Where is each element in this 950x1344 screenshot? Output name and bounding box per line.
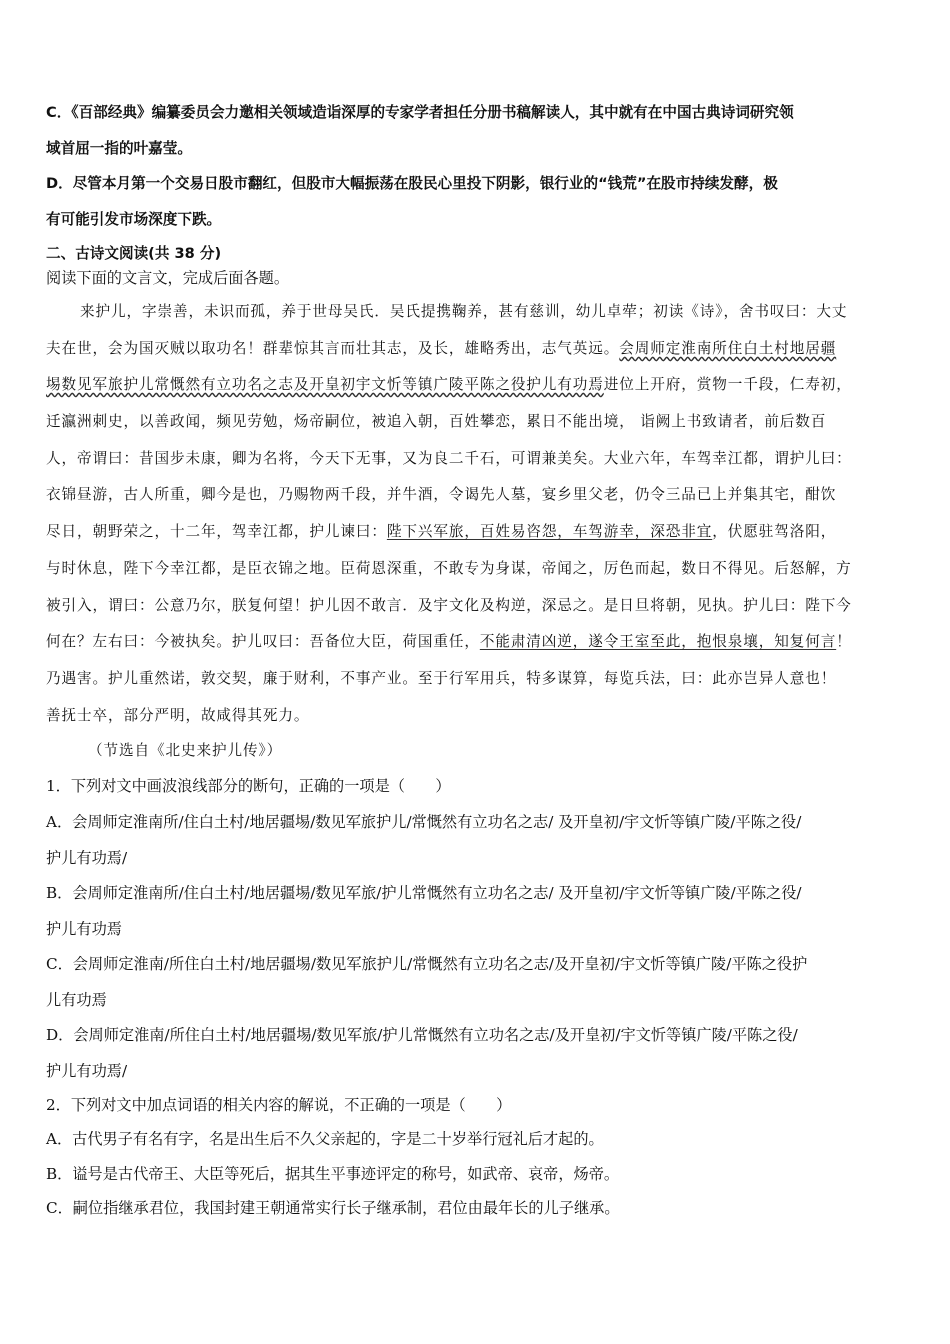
passage-line-12: 善抚士卒，部分严明，故咸得其死力。: [46, 707, 310, 724]
passage-line-11: 乃遇害。护儿重然诺，敦交契，廉于财利，不事产业。至于行军用兵，特多谋算，每览兵法，曰：此亦岂异人意也！: [46, 670, 837, 687]
q2-option-c: C．嗣位指继承君位，我国封建王朝通常实行长子继承制，君位由最年长的儿子继承。: [46, 1199, 620, 1217]
option-d-line-1: D．尽管本月第一个交易日股市翻红，但股市大幅振荡在股民心里投下阴影，银行业的“钱荒”在股市持续发酵，极: [46, 175, 778, 192]
passage-source: （节选自《北史来护儿传》）: [88, 742, 283, 759]
passage-text: 进位上开府，赏物一千段，仁寿初，: [603, 376, 852, 393]
underlined-sentence: 陛下兴军旅，百姓易咨怨，车驾游幸，深恐非宜: [386, 523, 713, 540]
passage-line-1: 来护儿，字崇善，未识而孤，养于世母吴氏．吴氏提携鞠养，甚有慈训，幼儿卓荦；初读《诗》，舍书叹曰：大丈: [80, 303, 848, 320]
passage-text: 尽日，朝野荣之，十二年，驾幸江都，护儿谏曰：: [46, 523, 387, 540]
q1-option-d-line-1: D．会周师定淮南/所住白土村/地居疆埸/数见军旅/护儿常慨然有立功名之志/及开皇初/宇文忻等镇广陵/平陈之役/: [46, 1026, 798, 1044]
question-1-stem: 1．下列对文中画波浪线部分的断句，正确的一项是（ ）: [46, 777, 451, 795]
q2-option-b: B．谥号是古代帝王、大臣等死后，据其生平事迹评定的称号，如武帝、哀帝，炀帝。: [46, 1165, 620, 1183]
question-2-stem: 2．下列对文中加点词语的相关内容的解说，不正确的一项是（ ）: [46, 1096, 512, 1114]
passage-line-2: [46, 339, 836, 359]
wavy-underlined-passage: 会周师定淮南所住白土村地居疆: [619, 340, 837, 357]
q1-option-b-line-1: B．会周师定淮南所/住白土村/地居疆埸/数见军旅/护儿常慨然有立功名之志/ 及开皇初/宇文忻等镇广陵/平陈之役/: [46, 884, 802, 902]
passage-text: ，伏愿驻驾洛阳，: [712, 523, 837, 540]
option-c-line-1: C．《百部经典》编纂委员会力邀相关领域造诣深厚的专家学者担任分册书稿解读人，其中就有在中国古典诗词研究领: [46, 104, 794, 121]
passage-line-4: 迁瀛洲刺史，以善政闻，频见劳勉，炀帝嗣位，被追入朝，百姓攀恋，累日不能出境， 诣阙上书致请者，前后数百: [46, 413, 827, 430]
q1-option-a-line-2: 护儿有功焉/: [46, 849, 128, 867]
passage-text: 夫在世，会为国灭贼以取功名！群辈惊其言而壮其志，及长，雄略秀出，志气英远。: [46, 340, 620, 357]
q1-option-c-line-1: C．会周师定淮南/所住白土村/地居疆埸/数见军旅护儿/常慨然有立功名之志/及开皇初/宇文忻等镇广陵/平陈之役护: [46, 955, 808, 973]
passage-line-10: [46, 632, 852, 652]
passage-text: ！: [836, 633, 852, 650]
option-d-line-2: 有可能引发市场深度下跌。: [46, 211, 222, 228]
option-c-line-2: 域首屈一指的叶嘉莹。: [46, 140, 192, 157]
q1-option-b-line-2: 护儿有功焉: [46, 920, 122, 938]
passage-line-5: 人，帝谓曰：昔国步未康，卿为名将，今天下无事，又为良二千石，可谓兼美矣。大业六年，车驾幸江都，谓护儿曰：: [46, 450, 852, 467]
passage-line-6: 衣锦昼游，古人所重，卿今是也，乃赐物两千段，并牛酒，令谒先人墓，宴乡里父老，仍令三品已上并集其宅，酣饮: [46, 486, 837, 503]
passage-line-7: [46, 522, 836, 542]
underlined-sentence: 不能肃清凶逆，遂令王室至此，抱恨泉壤，知复何言: [479, 633, 837, 650]
section-instruction: 阅读下面的文言文，完成后面各题。: [46, 269, 289, 287]
section-heading: 二、古诗文阅读(共 38 分): [46, 245, 222, 262]
wavy-underlined-passage: 埸数见军旅护儿常慨然有立功名之志及开皇初宇文忻等镇广陵平陈之役护儿有功焉: [46, 376, 604, 393]
passage-line-8: 与时休息，陛下今幸江都，是臣衣锦之地。臣荷恩深重，不敢专为身谋，帝闻之，厉色而起，数日不得见。后怒解，方: [46, 560, 852, 577]
q1-option-d-line-2: 护儿有功焉/: [46, 1062, 128, 1080]
q1-option-a-line-1: A．会周师定淮南所/住白土村/地居疆埸/数见军旅护儿/常慨然有立功名之志/ 及开皇初/宇文忻等镇广陵/平陈之役/: [46, 813, 802, 831]
q1-option-c-line-2: 儿有功焉: [46, 991, 107, 1009]
q2-option-a: A．古代男子有名有字，名是出生后不久父亲起的，字是二十岁举行冠礼后才起的。: [46, 1130, 604, 1148]
passage-line-3: [46, 375, 852, 395]
passage-text: 何在？左右曰：今被执矣。护儿叹曰：吾备位大臣，荷国重任，: [46, 633, 480, 650]
passage-line-9: 被引入，谓曰：公意乃尔，朕复何望！护儿因不敢言．及宇文化及构逆，深忌之。是日旦将朝，见执。护儿曰：陛下今: [46, 597, 852, 614]
